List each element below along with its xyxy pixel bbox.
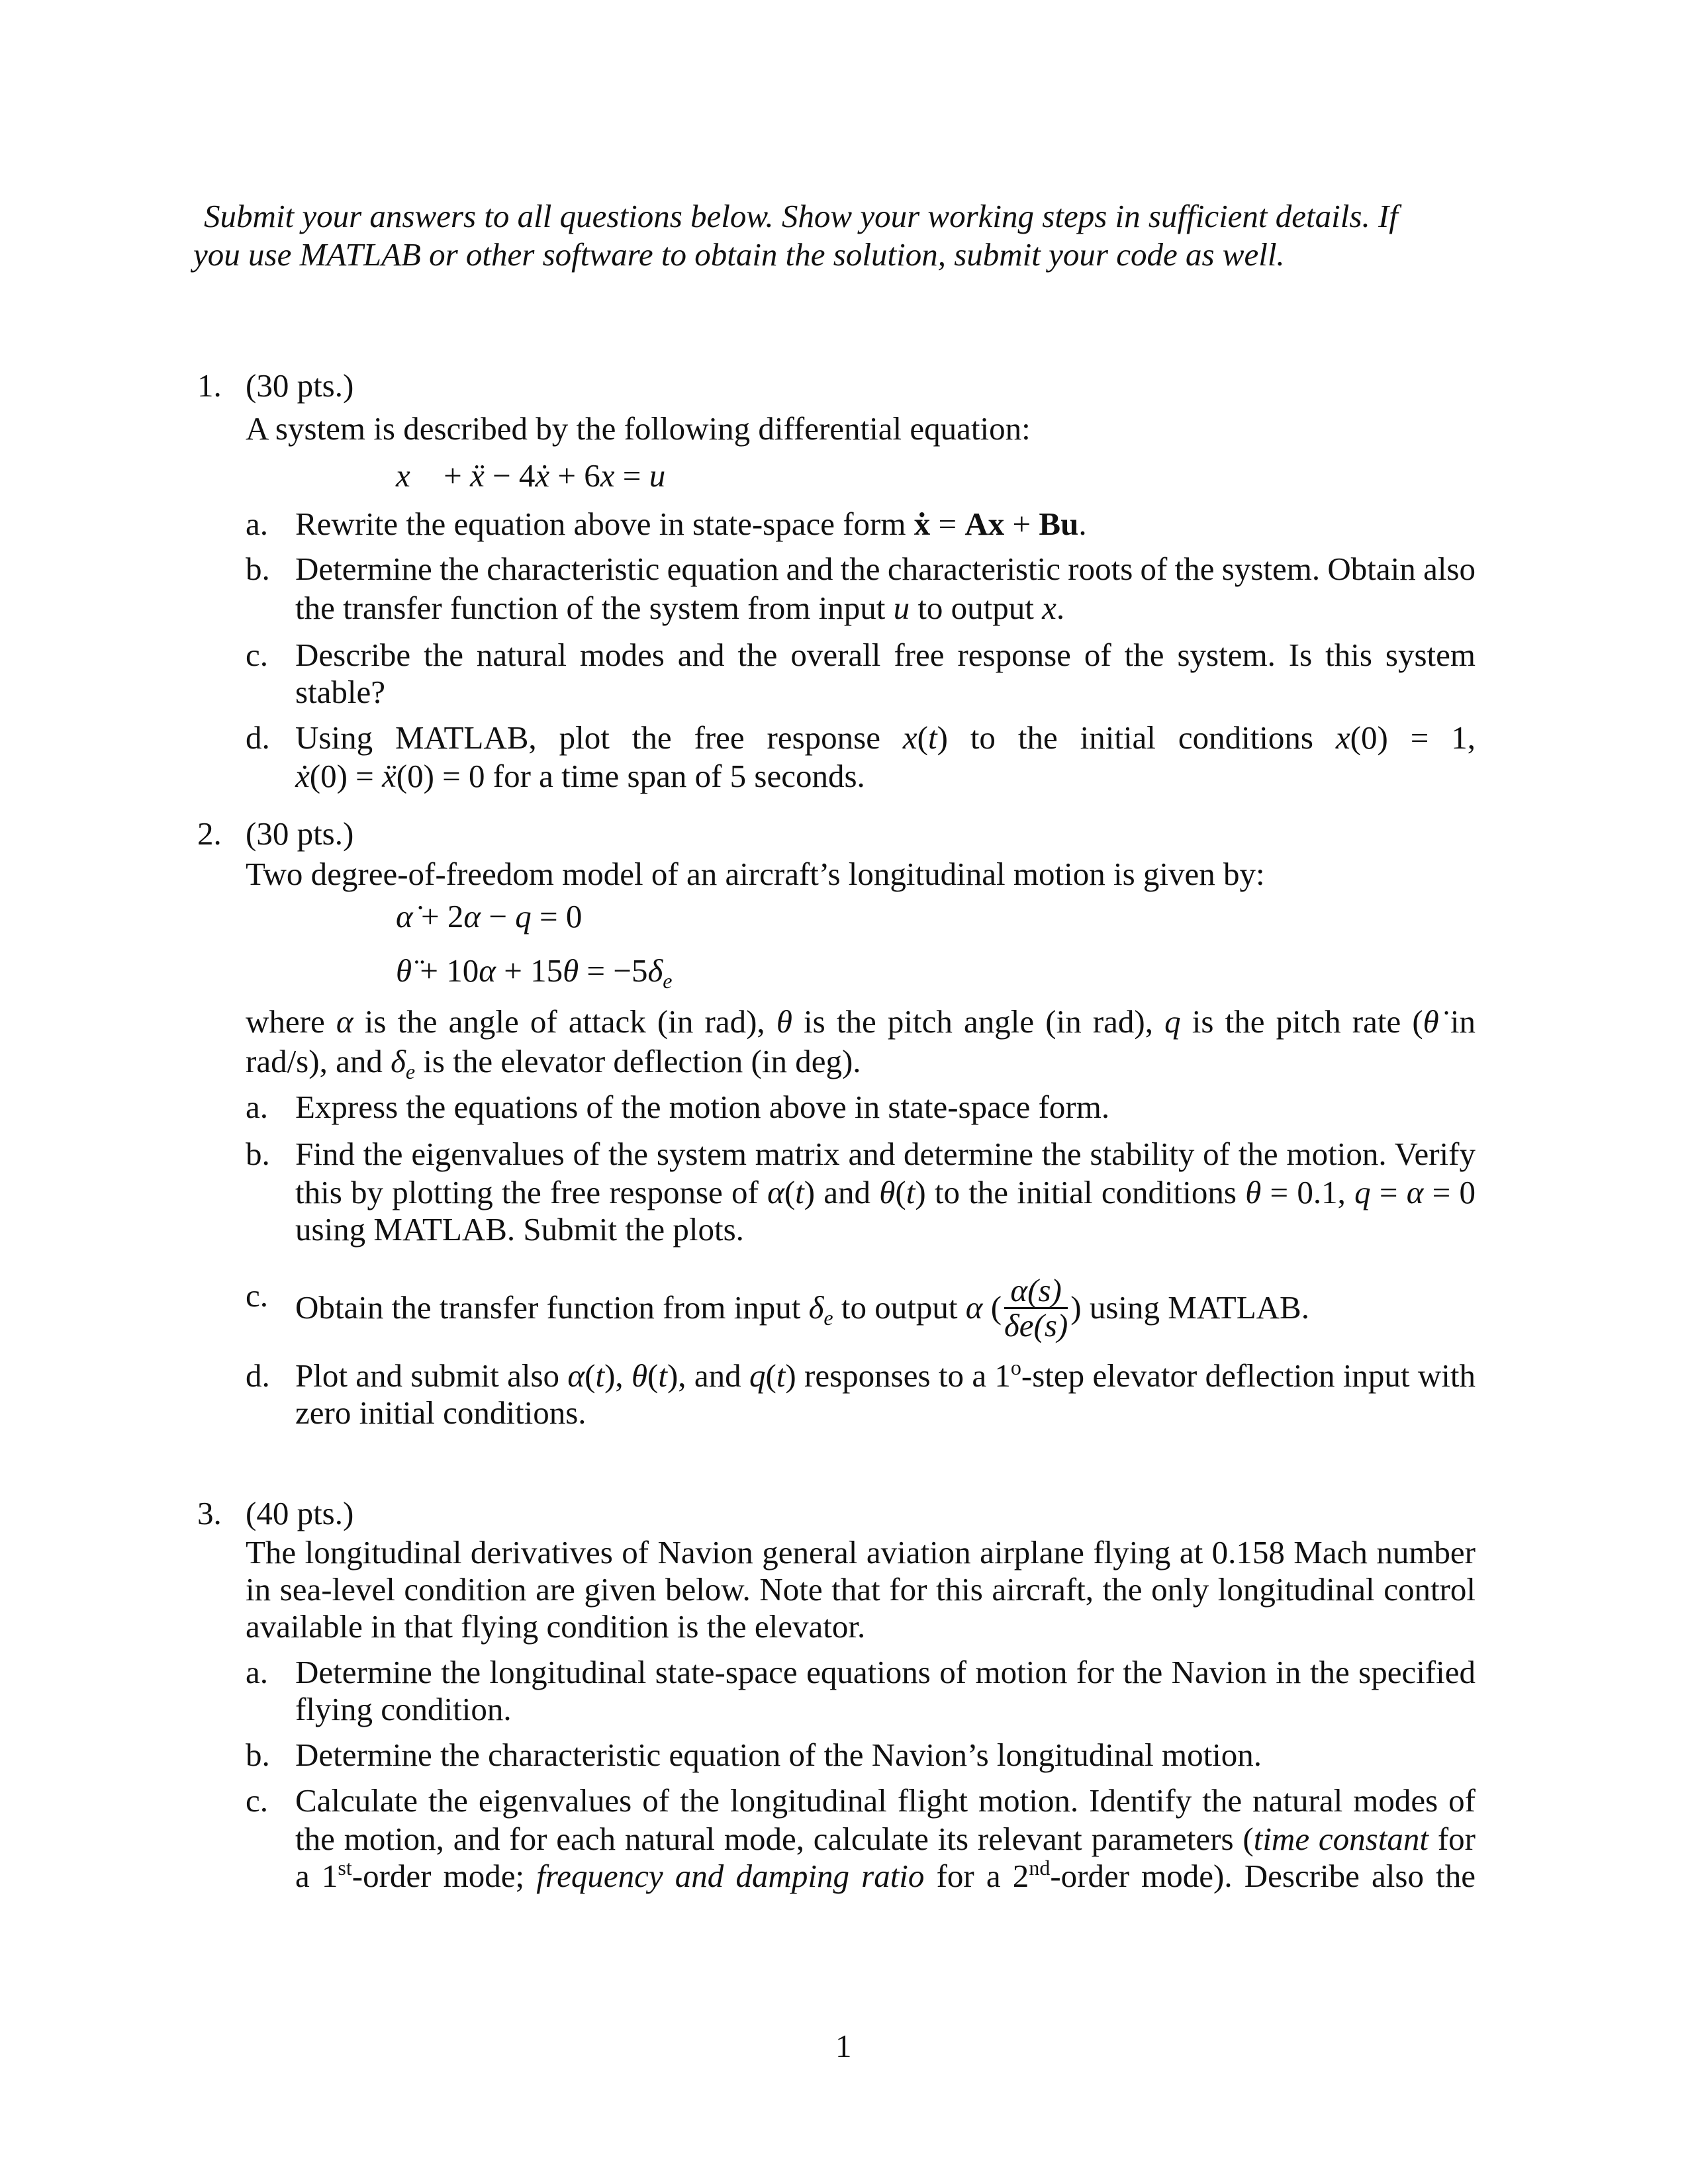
text-segment: ẋ xyxy=(535,457,550,494)
text-segment: is the pitch rate ( xyxy=(1180,1003,1423,1040)
text-segment: δ xyxy=(647,952,663,989)
q1-intro xyxy=(246,410,1031,448)
text-segment: flying condition. xyxy=(295,1691,512,1727)
q2-part-label: c. xyxy=(246,1277,268,1314)
text-segment: in sea-level condition are given below. Note that for this aircraft, the only longitudinal control xyxy=(246,1571,1476,1608)
text-segment: Express the equations of the motion above in state-space form. xyxy=(295,1089,1110,1125)
text-segment: + 6 xyxy=(549,457,600,494)
text-segment: α xyxy=(567,1357,585,1394)
text-segment: ), xyxy=(604,1357,632,1394)
text-segment: Determine the characteristic equation and the characteristic roots of the system. Obtain also xyxy=(295,551,1476,587)
text-segment: ) and xyxy=(804,1174,880,1210)
q3-part-c-line xyxy=(295,1857,1476,1895)
text-segment: ( xyxy=(647,1357,659,1394)
text-segment: α xyxy=(965,1289,983,1326)
text-segment: available in that flying condition is the elevator. xyxy=(246,1608,866,1645)
text-segment: ẍ xyxy=(382,758,397,794)
q3-part-b-line xyxy=(295,1736,1262,1774)
q2-where-line xyxy=(246,1003,1476,1041)
text-segment: + xyxy=(1004,506,1039,542)
text-segment: Determine the characteristic equation of the Navion’s longitudinal motion. xyxy=(295,1737,1262,1773)
q1-points: (30 pts.) xyxy=(246,367,354,404)
text-segment: to output xyxy=(910,590,1043,626)
text-segment: α xyxy=(1406,1174,1424,1210)
text-segment: α xyxy=(336,1003,353,1040)
text-segment: = 0.1, xyxy=(1261,1174,1355,1210)
text-segment: Determine the longitudinal state-space equations of motion for the Navion in the specified xyxy=(295,1654,1476,1690)
q2-equation-2 xyxy=(396,952,673,993)
text-segment: δ xyxy=(808,1289,824,1326)
text-segment: is the pitch angle (in rad), xyxy=(792,1003,1165,1040)
text-segment: rad/s), and xyxy=(246,1043,391,1079)
text-segment: = xyxy=(1370,1174,1407,1210)
q3-points: (40 pts.) xyxy=(246,1495,354,1531)
text-segment: using MATLAB. Submit the plots. xyxy=(295,1211,744,1248)
q3-part-label: c. xyxy=(246,1782,268,1819)
q2-part-b-line xyxy=(295,1135,1476,1173)
text-segment: = xyxy=(930,506,965,542)
text-segment: stable? xyxy=(295,674,386,710)
text-segment: θ xyxy=(776,1003,792,1040)
q1-part-label: a. xyxy=(246,506,268,542)
q1-number: 1. xyxy=(197,367,222,404)
text-segment: ( xyxy=(895,1174,906,1210)
text-segment: u xyxy=(893,590,910,626)
q3-part-c-line xyxy=(295,1782,1476,1820)
text-segment: − 4 xyxy=(484,457,536,494)
q1-part-b-line xyxy=(295,550,1476,588)
text-segment: frequency and damping ratio xyxy=(536,1858,925,1894)
text-segment: + 15 xyxy=(495,952,563,989)
text-segment: Bu xyxy=(1039,506,1079,542)
text-segment: t xyxy=(658,1357,667,1394)
text-segment: t xyxy=(927,719,937,756)
text-segment: θ xyxy=(879,1174,896,1210)
q2-intro xyxy=(246,855,1265,893)
text-segment: q xyxy=(515,898,532,934)
text-segment: -order mode). Describe also the xyxy=(1050,1858,1476,1894)
text-segment: q xyxy=(1354,1174,1371,1210)
text-segment: zero initial conditions. xyxy=(295,1394,586,1431)
q1-part-b-line xyxy=(295,589,1064,627)
text-segment: for xyxy=(1428,1821,1476,1857)
fraction xyxy=(1004,1274,1068,1342)
text-segment: = −5 xyxy=(579,952,648,989)
text-segment: t xyxy=(906,1174,915,1210)
text-segment: + 10 xyxy=(412,952,479,989)
q2-part-d-line xyxy=(295,1394,586,1432)
q2-part-d-line xyxy=(295,1357,1476,1395)
text-segment: α xyxy=(463,898,481,934)
text-segment: the motion, and for each natural mode, calculate its relevant parameters ( xyxy=(295,1821,1254,1857)
page-number: 1 xyxy=(835,2028,852,2064)
text-segment: o xyxy=(1010,1355,1021,1379)
q3-part-label: a. xyxy=(246,1654,268,1690)
q2-part-label: a. xyxy=(246,1089,268,1125)
text-segment: st xyxy=(338,1856,352,1880)
text-segment: = 0 xyxy=(531,898,583,934)
q1-equation xyxy=(396,457,665,495)
text-segment: is the elevator deflection (in deg). xyxy=(415,1043,861,1079)
text-segment: α xyxy=(767,1174,784,1210)
q1-part-label: d. xyxy=(246,719,270,756)
text-segment: Plot and submit also xyxy=(295,1357,568,1394)
q1-part-d-line xyxy=(295,757,865,796)
q2-part-a-line xyxy=(295,1088,1109,1126)
text-segment: for a 2 xyxy=(924,1858,1029,1894)
q2-part-b-line xyxy=(295,1210,744,1249)
text-segment: θ xyxy=(563,952,579,989)
text-segment: θ xyxy=(631,1357,648,1394)
text-segment: Describe the natural modes and the overall free response of the system. Is this system xyxy=(295,637,1476,673)
text-segment: q xyxy=(749,1357,766,1394)
instructions-line-2: you use MATLAB or other software to obtain the solution, submit your code as well. xyxy=(193,236,1285,273)
text-segment: t xyxy=(776,1357,786,1394)
text-segment: ( xyxy=(585,1357,596,1394)
text-segment: = 0 xyxy=(1423,1174,1476,1210)
text-segment: ) to the initial conditions xyxy=(915,1174,1246,1210)
q3-part-c-line xyxy=(295,1820,1476,1858)
text-segment: where xyxy=(246,1003,336,1040)
text-segment: e xyxy=(823,1305,833,1330)
text-segment: Find the eigenvalues of the system matrix and determine the stability of the motion. Verify xyxy=(295,1136,1476,1172)
text-segment: ), and xyxy=(667,1357,749,1394)
text-segment: u xyxy=(649,457,666,494)
instructions-line-1: Submit your answers to all questions below. Show your working steps in sufficient details. If xyxy=(204,198,1398,234)
q2-where-line xyxy=(246,1042,861,1081)
fraction-numerator: α(s) xyxy=(1004,1274,1068,1309)
text-segment: q xyxy=(1164,1003,1181,1040)
text-segment: x xyxy=(600,457,615,494)
q3-part-label: b. xyxy=(246,1737,270,1773)
text-segment: this by plotting the free response of xyxy=(295,1174,768,1210)
text-segment: = xyxy=(614,457,649,494)
text-segment: time constant xyxy=(1253,1821,1429,1857)
text-segment: δ xyxy=(391,1043,406,1079)
q1-part-a-line xyxy=(295,505,1087,543)
text-segment: ) responses to a 1 xyxy=(785,1357,1011,1394)
q2-number: 2. xyxy=(197,815,222,852)
text-segment: (0) = 0 for a time span of 5 seconds. xyxy=(396,758,865,794)
text-segment: + 2 xyxy=(412,898,464,934)
text-segment: + xyxy=(435,457,471,494)
text-segment: Using MATLAB, plot the free response xyxy=(295,719,903,756)
text-segment: in xyxy=(1438,1003,1476,1040)
text-segment: . xyxy=(1056,590,1065,626)
text-segment: e xyxy=(663,969,673,993)
text-segment: ẋ xyxy=(295,758,310,794)
text-segment: is the angle of attack (in rad), xyxy=(353,1003,776,1040)
text-segment: -order mode; xyxy=(352,1858,537,1894)
q2-part-label: d. xyxy=(246,1357,270,1394)
q3-number: 3. xyxy=(197,1495,222,1531)
text-segment: ) using MATLAB. xyxy=(1070,1289,1309,1326)
text-segment: Rewrite the equation above in state-space form xyxy=(295,506,914,542)
text-segment: − xyxy=(481,898,516,934)
text-segment: ẍ xyxy=(470,457,485,494)
text-segment: to output xyxy=(833,1289,966,1326)
text-segment: e xyxy=(405,1060,416,1083)
text-segment: ) to the initial conditions xyxy=(937,719,1336,756)
q3-intro-line xyxy=(246,1570,1476,1609)
text-segment: t xyxy=(595,1357,605,1394)
q1-part-c-line xyxy=(295,636,1476,674)
text-segment: ẋ xyxy=(914,506,931,542)
text-segment: the transfer function of the system from input xyxy=(295,590,894,626)
q2-equation-1 xyxy=(396,897,582,936)
text-segment: α̇ xyxy=(396,898,413,934)
text-segment: The longitudinal derivatives of Navion general aviation airplane flying at 0.158 Mach number xyxy=(246,1534,1476,1570)
text-segment: ( xyxy=(784,1174,796,1210)
text-segment: x xyxy=(1042,590,1056,626)
text-segment: x xyxy=(1335,719,1350,756)
text-segment: nd xyxy=(1029,1856,1051,1880)
q2-part-label: b. xyxy=(246,1136,270,1172)
q1-part-label: b. xyxy=(246,551,270,587)
text-segment: Obtain the transfer function from input xyxy=(295,1289,809,1326)
q1-part-c-line xyxy=(295,673,385,711)
q3-intro-line xyxy=(246,1533,1476,1572)
text-segment: x xyxy=(902,719,917,756)
text-segment: Two degree-of-freedom model of an aircraft’s longitudinal motion is given by: xyxy=(246,856,1265,892)
text-segment: (0) = xyxy=(309,758,383,794)
text-segment: (0) = 1, xyxy=(1350,719,1476,756)
text-segment: ( xyxy=(982,1289,1002,1326)
text-segment: α xyxy=(479,952,496,989)
text-segment: Calculate the eigenvalues of the longitudinal flight motion. Identify the natural modes of xyxy=(295,1782,1476,1819)
text-segment: θ̈ xyxy=(396,952,412,989)
q3-part-a-line xyxy=(295,1690,512,1729)
q2-points: (30 pts.) xyxy=(246,815,354,852)
text-segment: ( xyxy=(917,719,928,756)
text-segment: θ xyxy=(1245,1174,1262,1210)
fraction-denominator: δe(s) xyxy=(1004,1307,1068,1343)
text-segment: . xyxy=(1078,506,1087,542)
q3-part-a-line xyxy=(295,1653,1476,1692)
text-segment: θ̇ xyxy=(1423,1003,1439,1040)
q1-part-d-line xyxy=(295,719,1476,757)
text-segment: -step elevator deflection input with xyxy=(1021,1357,1476,1394)
text-segment: a 1 xyxy=(295,1858,338,1894)
q2-part-b-line xyxy=(295,1173,1476,1212)
text-segment: Ax xyxy=(964,506,1005,542)
q3-intro-line xyxy=(246,1608,865,1646)
text-segment: x⃛ xyxy=(396,457,436,494)
text-segment: A system is described by the following differential equation: xyxy=(246,410,1031,447)
q1-part-label: c. xyxy=(246,637,268,673)
text-segment: ( xyxy=(765,1357,776,1394)
text-segment: t xyxy=(795,1174,804,1210)
